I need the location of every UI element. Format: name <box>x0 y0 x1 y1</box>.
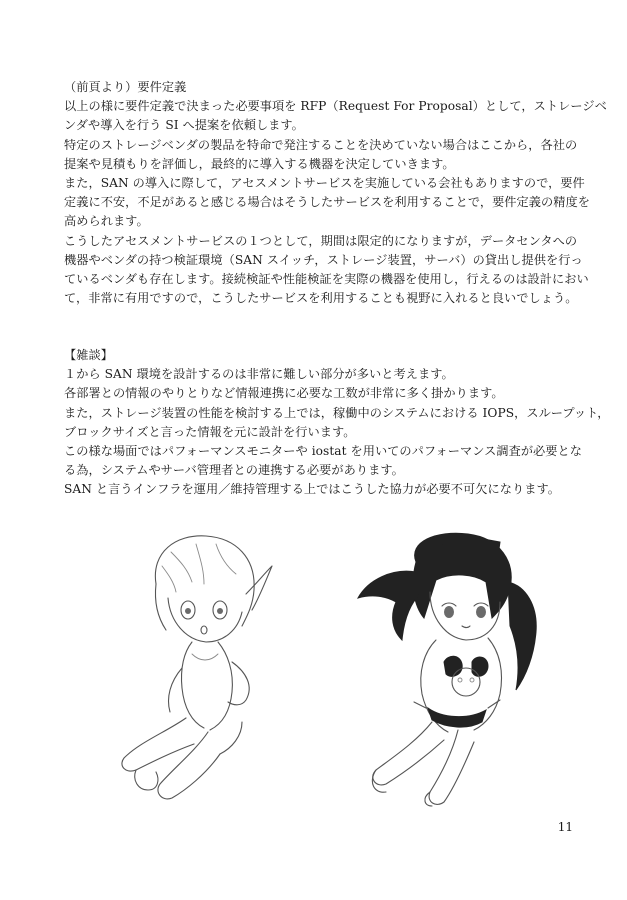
section-heading: 【雑談】 <box>64 348 113 362</box>
body-line: SAN と言うインフラを運用／維持管理する上ではこうした協力が必要不可欠になります。 <box>64 482 560 497</box>
body-line: 提案や見積もりを評価し，最終的に導入する機器を決定していきます。 <box>64 156 455 171</box>
body-line: ているベンダも存在します。接続検証や性能検証を実際の機器を使用し，行えるのは設計におい <box>64 271 589 286</box>
body-line: る為，システムやサーバ管理者との連携する必要があります。 <box>64 463 404 478</box>
body-line: 機器やベンダの持つ検証環境（SAN スイッチ，ストレージ装置，サーバ）の貸出し提供を行っ <box>64 252 583 267</box>
section-heading: （前頁より）要件定義 <box>64 80 187 94</box>
body-line: て，非常に有用ですので，こうしたサービスを利用することも視野に入れると良いでしょう。 <box>64 291 578 306</box>
right-character <box>358 533 536 806</box>
body-line: こうしたアセスメントサービスの１つとして，期間は限定的になりますが，データセンタへの <box>64 233 578 248</box>
left-character <box>122 536 272 799</box>
character-illustration <box>96 522 566 812</box>
body-line: 各部署との情報のやりとりなど情報連携に必要な工数が非常に多く掛かります。 <box>64 386 504 401</box>
body-line: この様な場面ではパフォーマンスモニターや iostat を用いてのパフォーマンス調査が必要とな <box>64 443 583 458</box>
body-line: ブロックサイズと言った情報を元に設計を行います。 <box>64 424 356 439</box>
page-number: 11 <box>557 820 573 834</box>
body-line: １から SAN 環境を設計するのは非常に難しい部分が多いと考えます。 <box>64 367 454 382</box>
body-line: 高められます。 <box>64 214 149 229</box>
body-line: 以上の様に要件定義で決まった必要事項を RFP（Request For Proposal）として，ストレージベ <box>64 99 607 114</box>
body-line: また，SAN の導入に際して，アセスメントサービスを実施している会社もありますので，要件 <box>64 175 585 190</box>
body-line: 特定のストレージベンダの製品を特命で発注することを決めていない場合はここから，各社の <box>64 137 578 152</box>
chat-section <box>64 346 610 500</box>
body-line: ンダや導入を行う SI へ提案を依頼します。 <box>64 118 304 133</box>
body-line: また，ストレージ装置の性能を検討する上では，稼働中のシステムにおける IOPS，スループット， <box>64 405 610 420</box>
requirements-section <box>64 78 607 308</box>
body-line: 定義に不安，不足があると感じる場合はそうしたサービスを利用することで，要件定義の精度を <box>64 195 590 210</box>
